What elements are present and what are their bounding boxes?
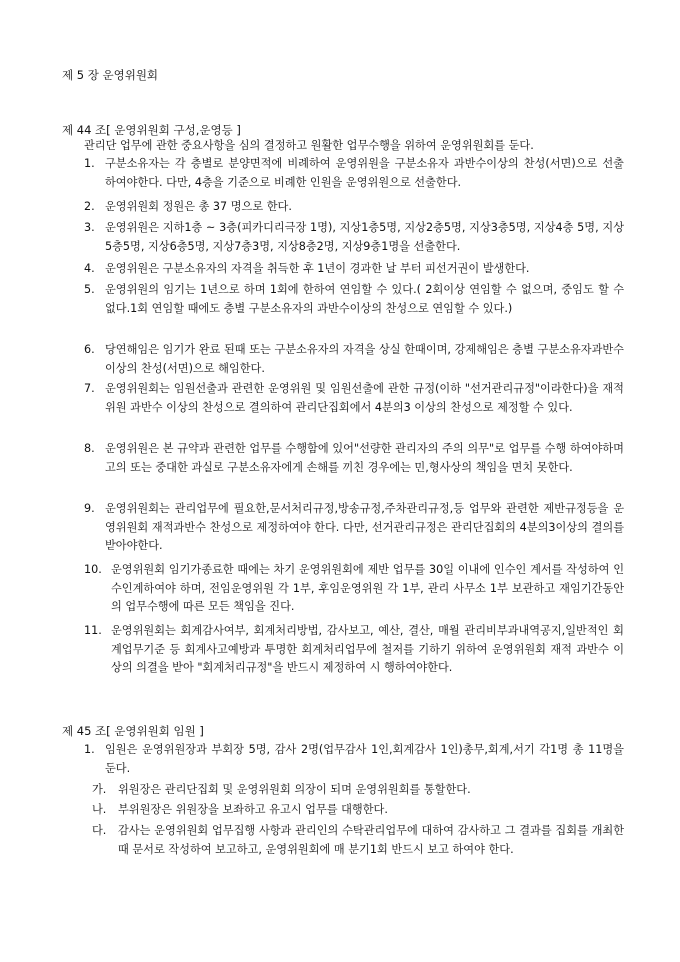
article-45-title: 제 45 조[ 운영위원회 임원 ] xyxy=(62,724,204,738)
item-text: 운영위원은 지하1층 ~ 3층(피카디리극장 1명), 지상1층5명, 지상2층5명, 지상3층5명, 지상4층 5명, 지상5층5명, 지상6층5명, 지상7층3명, 지상8층2명, 지상9층1명을 선출한다. xyxy=(105,221,624,253)
article-44-item xyxy=(84,380,624,417)
article-44-item xyxy=(84,440,624,477)
article-44-item xyxy=(84,219,624,256)
item-number: 10. xyxy=(84,563,102,576)
item-number: 7. xyxy=(84,382,95,395)
article-45-subitem xyxy=(92,781,624,800)
item-number: 2. xyxy=(84,200,95,213)
article-44-title: 제 44 조[ 운영위원회 구성,운영등 ] xyxy=(62,123,241,137)
item-number: 6. xyxy=(84,343,95,356)
subitem-marker: 가. xyxy=(92,783,107,796)
article-44-item xyxy=(84,561,624,617)
subitem-marker: 나. xyxy=(92,803,107,816)
subitem-text: 감사는 운영위원회 업무집행 사항과 관리인의 수탁관리업무에 대하여 감사하고 그 결과를 집회를 개최한때 문서로 작성하여 보고하고, 운영위원회에 매 분기1회 반드시 보고 하여야 한다. xyxy=(118,824,624,856)
article-44-item xyxy=(84,341,624,378)
item-text: 운영위원의 임기는 1년으로 하며 1회에 한하여 연임할 수 있다.( 2회이상 연임할 수 없으며, 중임도 할 수 없다.1회 연임할 때에도 층별 구분소유자의 과반수이상의 찬성으로 연임할 수 있다.) xyxy=(105,283,624,315)
item-text: 당연해임은 임기가 완료 된때 또는 구분소유자의 자격을 상실 한때이며, 강제해임은 층별 구분소유자과반수이상의 찬성(서면)으로 해임한다. xyxy=(105,343,624,375)
article-45-subitem xyxy=(92,801,624,820)
article-45-subitem xyxy=(92,822,624,859)
article-44-item xyxy=(84,155,624,192)
item-text: 운영위원은 본 규약과 관련한 업무를 수행함에 있어"선량한 관리자의 주의 의무"로 업무를 수행 하여야하며 고의 또는 중대한 과실로 구분소유자에게 손해를 끼친 경우에는 민,형사상의 책임을 면치 못한다. xyxy=(105,442,624,474)
item-number: 11. xyxy=(84,624,102,637)
item-text: 임원은 운영위원장과 부회장 5명, 감사 2명(업무감사 1인,회계감사 1인)총무,회계,서기 각1명 총 11명을 둔다. xyxy=(105,743,624,775)
item-text: 운영위원회는 관리업무에 필요한,문서처리규정,방송규정,주차관리규정,등 업무와 관련한 제반규정등을 운영위원회 재적과반수 찬성으로 제정하여야 한다. 다만, 선거관리규정은 관리단집회의 4분의3이상의 결의를 받아야한다. xyxy=(105,502,624,552)
item-text: 운영위원회 정원은 총 37 명으로 한다. xyxy=(105,200,292,213)
item-number: 8. xyxy=(84,442,95,455)
item-number: 4. xyxy=(84,262,95,275)
item-number: 9. xyxy=(84,502,95,515)
item-number: 5. xyxy=(84,283,95,296)
article-44-item xyxy=(84,260,624,279)
item-text: 구분소유자는 각 층별로 분양면적에 비례하여 운영위원을 구분소유자 과반수이상의 찬성(서면)으로 선출 하여야한다. 다만, 4층을 기준으로 비례한 인원을 운영위원으로 선출한다. xyxy=(105,157,624,189)
item-text: 운영위원회 임기가종료한 때에는 차기 운영위원회에 제반 업무를 30일 이내에 인수인 계서를 작성하여 인수인계하여야 하며, 전임운영위원 각 1부, 후임운영위원 각 1부, 관리 사무소 1부 보관하고 재임기간동안의 업무수행에 따른 모든 책임을 진다. xyxy=(111,563,624,613)
subitem-text: 위원장은 관리단집회 및 운영위원회 의장이 되며 운영위원회를 통할한다. xyxy=(118,783,471,796)
item-text: 운영위원회는 임원선출과 관련한 운영위원 및 임원선출에 관한 규정(이하 "선거관리규정"이라한다)을 재적위원 과반수 이상의 찬성으로 결의하여 관리단집회에서 4분의3 이상의 찬성으로 제정할 수 있다. xyxy=(105,382,624,414)
article-44-item xyxy=(84,281,624,318)
article-45-item xyxy=(84,741,624,778)
article-44-item xyxy=(84,500,624,556)
item-text: 운영위원회는 회계감사여부, 회계처리방법, 감사보고, 예산, 결산, 매월 관리비부과내역공지,일반적인 회계업무기준 등 회계사고예방과 투명한 회계처리업무에 철저를 기하기 위하여 운영위원회 재적 과반수 이상의 의결을 받아 "회계처리규정"을 반드시 제정하여 시 행하여야한다. xyxy=(111,624,624,674)
article-44-item xyxy=(84,622,624,678)
item-number: 1. xyxy=(84,743,95,756)
subitem-text: 부위원장은 위원장을 보좌하고 유고시 업무를 대행한다. xyxy=(118,803,388,816)
item-text: 운영위원은 구분소유자의 자격을 취득한 후 1년이 경과한 날 부터 피선거권이 발생한다. xyxy=(105,262,530,275)
item-number: 3. xyxy=(84,221,95,234)
article-44-item xyxy=(84,198,624,217)
item-number: 1. xyxy=(84,157,95,170)
chapter-title: 제 5 장 운영위원회 xyxy=(62,68,159,82)
article-44-intro: 관리단 업무에 관한 중요사항을 심의 결정하고 원활한 업무수행을 위하여 운영위원회를 둔다. xyxy=(84,139,534,152)
subitem-marker: 다. xyxy=(92,824,107,837)
